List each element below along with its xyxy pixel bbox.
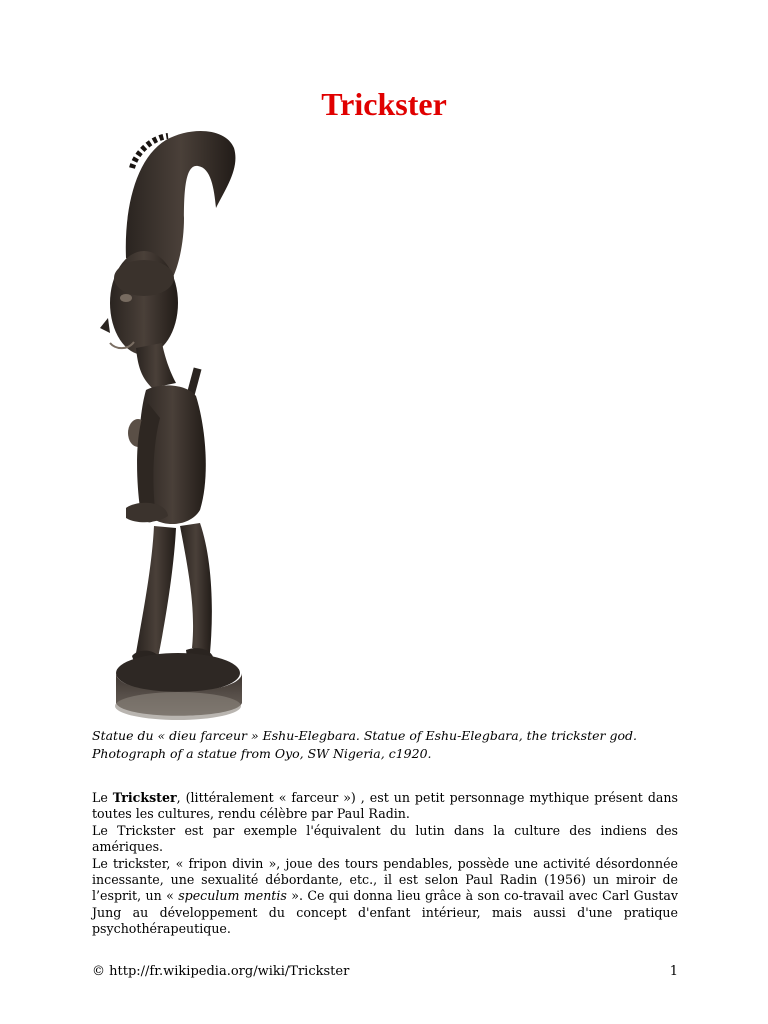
page-title: Trickster (321, 86, 447, 122)
source-url: © http://fr.wikipedia.org/wiki/Trickster (92, 964, 350, 979)
page-number: 1 (669, 964, 678, 979)
paragraph-intro: Le Trickster, (littéralement « farceur ») , est un petit personnage mythique présent dans toutes les cultures, rendu célèbre par Paul Radin. (92, 790, 678, 822)
term-trickster: Trickster (112, 790, 177, 805)
statue-icon (96, 128, 251, 728)
paragraph-culture: Le Trickster est par exemple l'équivalent du lutin dans la culture des indiens des amériques. (92, 822, 678, 855)
figure-caption: Statue du « dieu farceur » Eshu-Elegbara. Statue of Eshu-Elegbara, the trickster god. Photograph of a statue from Oyo, SW Nigeria, c1920. (92, 728, 637, 761)
paragraph-description: Le trickster, « fripon divin », joue des tours pendables, possède une activité désordonnée incessante, une sexualité débordante, etc., il est selon Paul Radin (1956) un miroir de l’esprit, un « speculum mentis ». Ce qui donna lieu grâce à son co-travail avec Carl Gustav Jung au développement du concept d'enfant intérieur, mais aussi d'une pratique psychothérapeutique. (92, 855, 678, 937)
statue-photo (96, 128, 251, 728)
article-body (92, 790, 678, 938)
term-speculum-mentis: speculum mentis (178, 888, 287, 904)
